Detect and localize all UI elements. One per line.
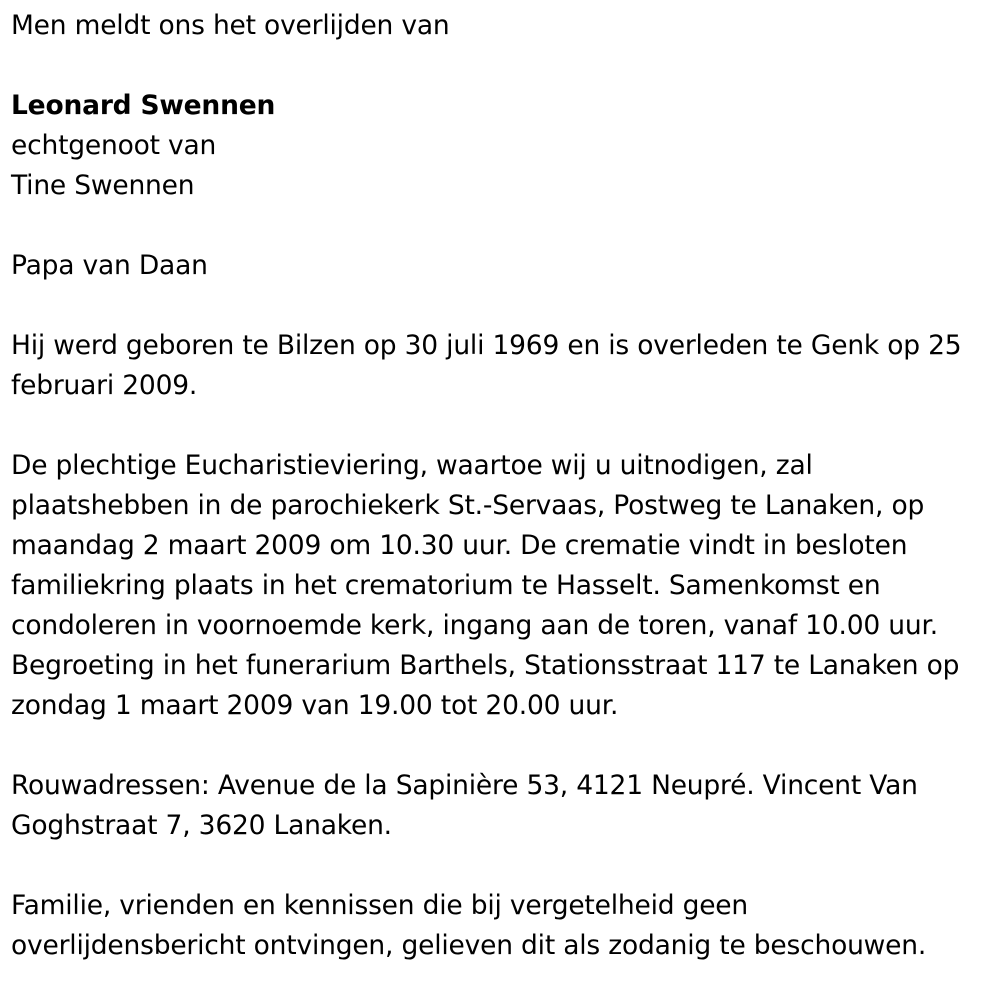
death-notice — [11, 0, 986, 966]
spouse-label: echtgenoot van — [11, 130, 217, 161]
child-line: Papa van Daan — [11, 250, 208, 281]
birth-death-paragraph: Hij werd geboren te Bilzen op 30 juli 1969 en is overleden te Genk op 25 februari 2009. — [11, 330, 962, 401]
intro-text: Men meldt ons het overlijden van — [11, 10, 450, 41]
deceased-name: Leonard Swennen — [11, 90, 276, 121]
ceremony-paragraph: De plechtige Eucharistieviering, waartoe wij u uitnodigen, zal plaatshebben in de parochiekerk St.-Servaas, Postweg te Lanaken, op maandag 2 maart 2009 om 10.30 uur. De crematie vindt in besloten familiekring plaats in het crematorium te Hasselt. Samenkomst en condoleren in voornoemde kerk, ingang aan de toren, vanaf 10.00 uur. Begroeting in het funerarium Barthels, Stationsstraat 117 te Lanaken op zondag 1 maart 2009 van 19.00 tot 20.00 uur. — [11, 450, 960, 721]
addresses-paragraph: Rouwadressen: Avenue de la Sapinière 53, 4121 Neupré. Vincent Van Goghstraat 7, 3620 Lanaken. — [11, 770, 918, 841]
spouse-name: Tine Swennen — [11, 170, 195, 201]
closing-paragraph: Familie, vrienden en kennissen die bij vergetelheid geen overlijdensbericht ontvingen, gelieven dit als zodanig te beschouwen. — [11, 890, 927, 961]
